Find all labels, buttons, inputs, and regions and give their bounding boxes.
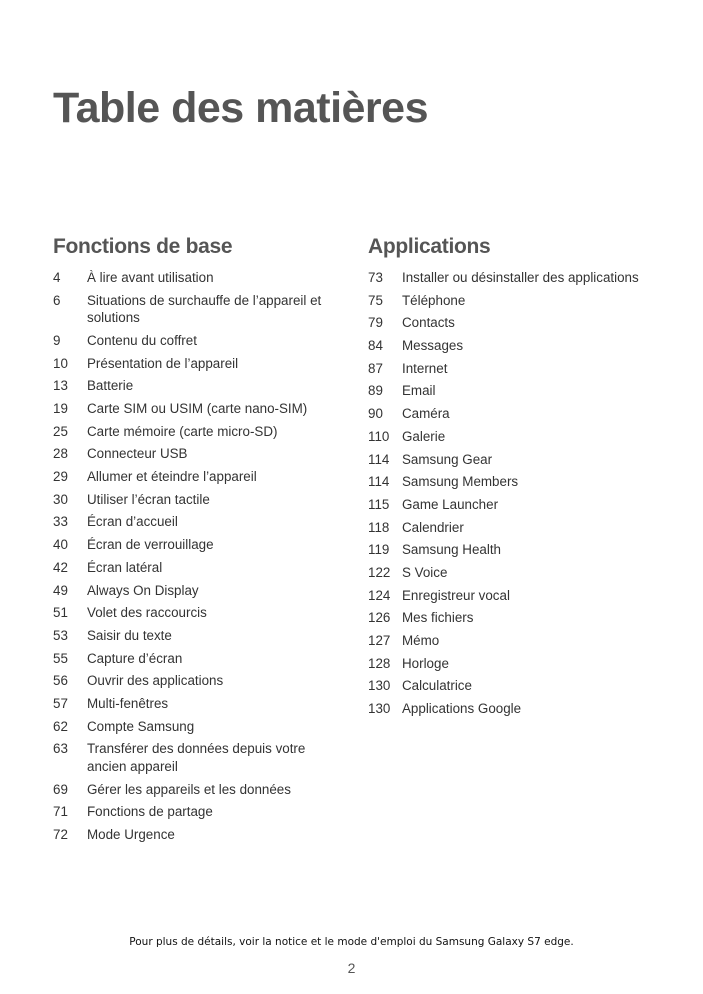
toc-entry-label: Caméra [402,406,450,422]
toc-entry-label: Contenu du coffret [87,332,197,348]
toc-entry-label: Compte Samsung [87,718,195,734]
toc-entry-label: Horloge [402,655,449,671]
toc-page-number: 13 [53,378,68,394]
toc-entry[interactable] [53,740,343,775]
toc-entry-label: Écran de verrouillage [87,537,214,553]
toc-entry[interactable] [368,632,668,650]
toc-page-number: 57 [53,695,68,711]
toc-section-fonctions-de-base [53,232,343,849]
toc-entry-label: Enregistreur vocal [402,587,510,603]
toc-entry-label: Applications Google [402,701,522,717]
toc-entry[interactable] [53,582,343,600]
toc-page-number: 118 [368,519,390,535]
toc-entry[interactable] [368,677,668,695]
toc-entry-label: Messages [402,338,464,354]
toc-entry[interactable] [368,451,668,469]
toc-entry-label: Samsung Health [402,542,501,558]
toc-page-number: 90 [368,406,383,422]
toc-entry-label: Écran d’accueil [87,514,178,530]
toc-entry[interactable] [53,718,343,736]
toc-page-number: 6 [53,292,61,308]
toc-entry-label: Always On Display [87,582,199,598]
toc-page-number: 89 [368,383,383,399]
toc-entry[interactable] [368,564,668,582]
toc-page-number: 53 [53,627,68,643]
toc-entry-label: Calculatrice [402,678,472,694]
toc-entry[interactable] [368,609,668,627]
toc-entry-label: Téléphone [402,292,466,308]
toc-entry[interactable] [53,332,343,350]
toc-page-number: 110 [368,428,390,444]
toc-entry[interactable] [53,468,343,486]
toc-entry[interactable] [368,587,668,605]
page-number: 2 [347,960,356,976]
toc-page-number: 4 [53,270,61,285]
toc-entry-label: Allumer et éteindre l’appareil [87,469,257,485]
toc-entry-label: Contacts [402,315,455,331]
toc-section-applications [368,232,668,723]
toc-entry[interactable] [53,695,343,713]
toc-list [53,269,343,844]
toc-page-number: 40 [53,537,68,553]
toc-entry[interactable] [53,377,343,395]
toc-page-number: 72 [53,827,68,842]
toc-entry-label: Gérer les appareils et les données [87,781,291,797]
toc-page-number: 30 [53,491,68,507]
toc-entry[interactable] [53,536,343,554]
toc-page-number: 56 [53,673,68,689]
toc-entry-label: Multi-fenêtres [87,695,169,711]
toc-page-number: 49 [53,582,68,598]
toc-entry-label: Situations de surchauffe de l’appareil et solutions [87,292,322,326]
toc-entry[interactable] [368,382,668,400]
toc-entry-label: Fonctions de partage [87,804,213,820]
toc-page-number: 84 [368,338,383,354]
toc-entry-label: S Voice [402,564,448,580]
toc-page-number: 122 [368,564,391,580]
toc-entry[interactable] [368,269,668,287]
toc-entry[interactable] [368,519,668,537]
toc-entry[interactable] [53,445,343,463]
toc-entry[interactable] [53,781,343,799]
section-heading: Applications [368,235,491,258]
toc-entry[interactable] [53,423,343,441]
toc-entry-label: Carte mémoire (carte micro-SD) [87,423,278,439]
toc-entry-label: Mode Urgence [87,827,175,842]
toc-entry-label: À lire avant utilisation [87,270,214,285]
toc-page-number: 128 [368,655,391,671]
toc-page-number: 127 [368,633,391,648]
toc-entry[interactable] [368,655,668,673]
toc-entry[interactable] [53,559,343,577]
toc-entry-label: Carte SIM ou USIM (carte nano-SIM) [87,401,308,417]
toc-entry-label: Volet des raccourcis [87,605,207,621]
toc-entry-label: Transférer des données depuis votre ancien appareil [87,741,306,774]
toc-entry-label: Utiliser l’écran tactile [87,491,210,507]
toc-page-number: 55 [53,650,68,666]
toc-entry[interactable] [53,513,343,531]
toc-page-number: 114 [368,451,390,467]
toc-entry-label: Écran latéral [87,559,163,575]
toc-entry[interactable] [368,292,668,310]
toc-entry-label: Samsung Members [402,474,519,490]
footnote: Pour plus de détails, voir la notice et le mode d'emploi du Samsung Galaxy S7 edge. [129,936,574,948]
toc-entry-label: Game Launcher [402,496,499,512]
toc-page-number: 19 [53,401,68,417]
toc-entry-label: Installer ou désinstaller des applications [402,270,639,285]
toc-page-number: 63 [53,741,68,757]
toc-page-number: 28 [53,446,68,462]
toc-entry[interactable] [368,496,668,514]
toc-entry-label: Mémo [402,633,440,648]
toc-entry[interactable] [368,473,668,491]
toc-entry-label: Présentation de l’appareil [87,355,239,371]
toc-entry[interactable] [53,672,343,690]
toc-entry[interactable] [53,650,343,668]
toc-entry-label: Mes fichiers [402,610,474,626]
toc-page-number: 130 [368,701,391,717]
toc-page-number: 114 [368,474,390,490]
toc-entry-label: Batterie [87,378,134,394]
toc-entry-label: Galerie [402,428,446,444]
toc-entry[interactable] [368,337,668,355]
toc-page-number: 73 [368,270,383,285]
toc-page-number: 119 [368,542,390,558]
toc-page-number: 124 [368,587,391,603]
toc-page-number: 79 [368,315,383,331]
toc-page-number: 51 [53,605,68,621]
toc-page-number: 115 [368,496,390,512]
toc-entry[interactable] [53,627,343,645]
toc-page-number: 9 [53,332,61,348]
toc-page-number: 33 [53,514,68,530]
toc-entry-label: Saisir du texte [87,627,172,643]
toc-entry[interactable] [368,541,668,559]
toc-page-number: 29 [53,469,68,485]
toc-entry[interactable] [53,400,343,418]
toc-entry-label: Connecteur USB [87,446,188,462]
toc-page-number: 62 [53,718,68,734]
toc-entry-label: Internet [402,360,448,376]
toc-page-number: 126 [368,610,391,626]
toc-page-number: 25 [53,423,68,439]
toc-entry-label: Ouvrir des applications [87,673,224,689]
toc-entry-label: Capture d’écran [87,650,183,666]
toc-entry-label: Calendrier [402,519,464,535]
toc-page-number: 69 [53,781,68,797]
toc-page-number: 75 [368,292,383,308]
toc-entry-label: Samsung Gear [402,451,493,467]
toc-entry[interactable] [368,428,668,446]
toc-entry-label: Email [402,383,436,399]
toc-entry[interactable] [53,269,343,287]
toc-entry[interactable] [368,360,668,378]
toc-entry[interactable] [53,355,343,373]
toc-page-number: 130 [368,678,391,694]
toc-page-number: 10 [53,355,68,371]
toc-entry[interactable] [53,826,343,844]
toc-entry[interactable] [53,604,343,622]
section-heading: Fonctions de base [53,235,233,258]
toc-entry[interactable] [53,491,343,509]
toc-entry[interactable] [53,292,343,327]
toc-page-number: 42 [53,559,68,575]
toc-entry[interactable] [368,700,668,718]
toc-page-number: 71 [53,804,68,820]
toc-entry[interactable] [53,803,343,821]
toc-list [368,269,668,718]
toc-entry[interactable] [368,314,668,332]
toc-entry[interactable] [368,405,668,423]
toc-page-number: 87 [368,360,383,376]
page-title: Table des matières [53,84,428,132]
